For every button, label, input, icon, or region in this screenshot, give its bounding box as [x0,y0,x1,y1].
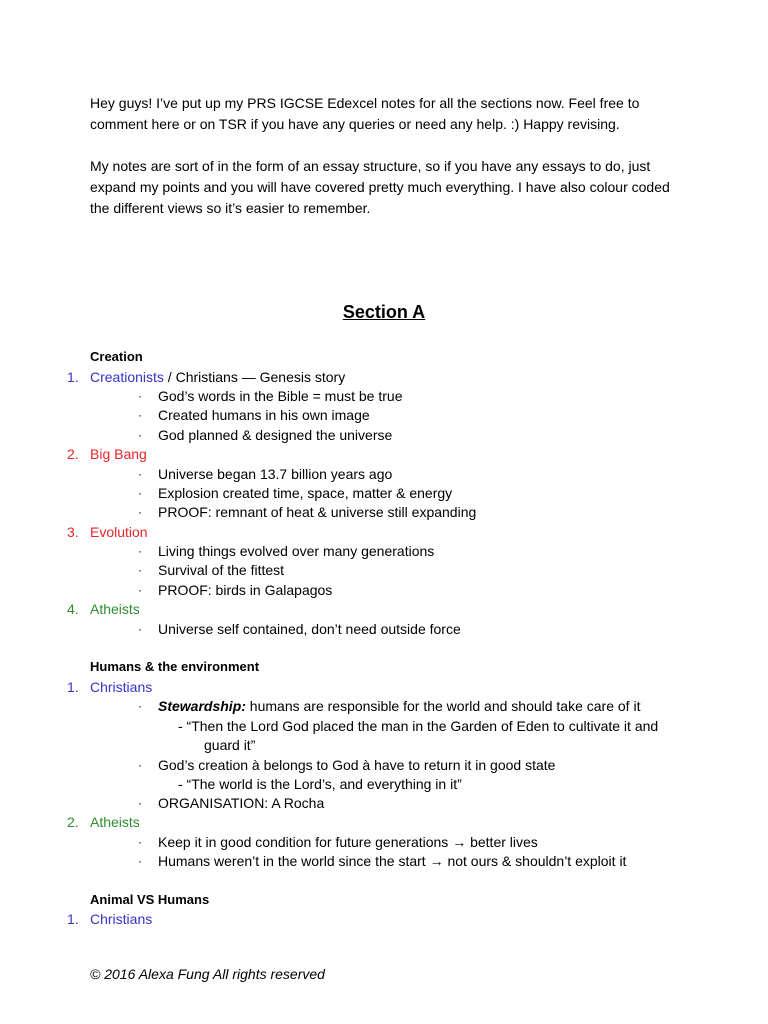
bullet-text: Keep it in good condition for future generations → better lives [158,834,538,850]
list-item [138,851,627,871]
bullet-dot: · [138,758,142,772]
christians-label: Christians [90,679,153,695]
bullet-text: Universe began 13.7 billion years ago [158,466,393,482]
bullet-text: PROOF: birds in Galapagos [158,582,333,598]
bullet-dot: · [138,563,142,577]
list-item [138,425,393,445]
list-item [138,755,556,775]
bullet-dot: · [138,428,142,442]
animals-item-1 [67,909,152,929]
item-number: 2. [67,446,79,462]
bullet-dot: · [138,796,142,810]
creation-item-2 [67,444,147,464]
list-item [138,464,393,484]
atheists-label: Atheists [90,601,140,617]
item-number: 4. [67,601,79,617]
creation-item-3 [67,522,148,542]
intro-text-2: My notes are sort of in the form of an essay structure, so if you have any essays to do, just expand my points and you will have covered pretty much everything. I have also colour coded the different views so it’s easier to remember. [90,158,670,216]
bullet-text: Living things evolved over many generations [158,543,435,559]
list-item [138,580,333,600]
quote-line: - “The world is the Lord’s, and everything in it” [178,776,462,792]
copyright-footer: © 2016 Alexa Fung All rights reserved [90,966,325,982]
creation-item-4 [67,599,140,619]
quote-line: guard it” [204,737,256,753]
environment-item-1 [67,677,152,697]
bullet-text: God planned & designed the universe [158,427,393,443]
creationists-label: Creationists [90,369,164,385]
creation-item-1 [67,367,345,387]
bullet-text: PROOF: remnant of heat & universe still expanding [158,504,477,520]
animals-heading: Animal VS Humans [90,892,210,907]
bullet-text: Explosion created time, space, matter & energy [158,485,453,501]
bullet-dot: · [138,583,142,597]
bullet-text: ORGANISATION: A Rocha [158,795,325,811]
bullet-dot: · [138,544,142,558]
big-bang-label: Big Bang [90,446,147,462]
intro-text-1: Hey guys! I’ve put up my PRS IGCSE Edexcel notes for all the sections now. Feel free to comment here or on TSR if you have any queries or need any help. :) Happy revising. [90,95,640,132]
intro-paragraph-2 [90,156,690,219]
item-number: 3. [67,524,79,540]
bullet-text: Universe self contained, don’t need outside force [158,621,461,637]
list-item [138,502,477,522]
quote-line: - “Then the Lord God placed the man in the Garden of Eden to cultivate it and [178,718,659,734]
bullet-text: Survival of the fittest [158,562,285,578]
bullet-text: Created humans in his own image [158,407,370,423]
creation-heading: Creation [90,349,143,364]
environment-heading: Humans & the environment [90,659,260,674]
intro-paragraph-1 [90,93,690,135]
list-item [138,793,325,813]
list-item [138,619,461,639]
list-item [138,832,538,852]
bullet-dot: · [138,699,142,713]
list-item [138,696,641,716]
bullet-text: God’s creation à belongs to God à have to return it in good state [158,757,556,773]
bullet-dot: · [138,408,142,422]
creation-item-1-rest: / Christians — Genesis story [163,369,346,385]
bullet-text: Humans weren’t in the world since the start → not ours & shouldn’t exploit it [158,853,627,869]
bullet-dot: · [138,486,142,500]
bullet-dot: · [138,467,142,481]
bullet-dot: · [138,854,142,868]
list-item [138,405,370,425]
atheists-label: Atheists [90,814,140,830]
bullet-dot: · [138,505,142,519]
environment-item-2 [67,812,140,832]
christians-label: Christians [90,911,153,927]
stewardship-term: Stewardship: [158,698,246,714]
bullet-dot: · [138,835,142,849]
evolution-label: Evolution [90,524,148,540]
list-item [138,541,435,561]
bullet-dot: · [138,389,142,403]
item-number: 1. [67,679,79,695]
item-number: 2. [67,814,79,830]
bullet-text: God’s words in the Bible = must be true [158,388,403,404]
item-number: 1. [67,911,79,927]
stewardship-text: humans are responsible for the world and should take care of it [245,698,641,714]
item-number: 1. [67,369,79,385]
list-item [138,560,285,580]
list-item [138,483,453,503]
section-title: Section A [342,302,426,322]
bullet-dot: · [138,622,142,636]
list-item [138,386,403,406]
